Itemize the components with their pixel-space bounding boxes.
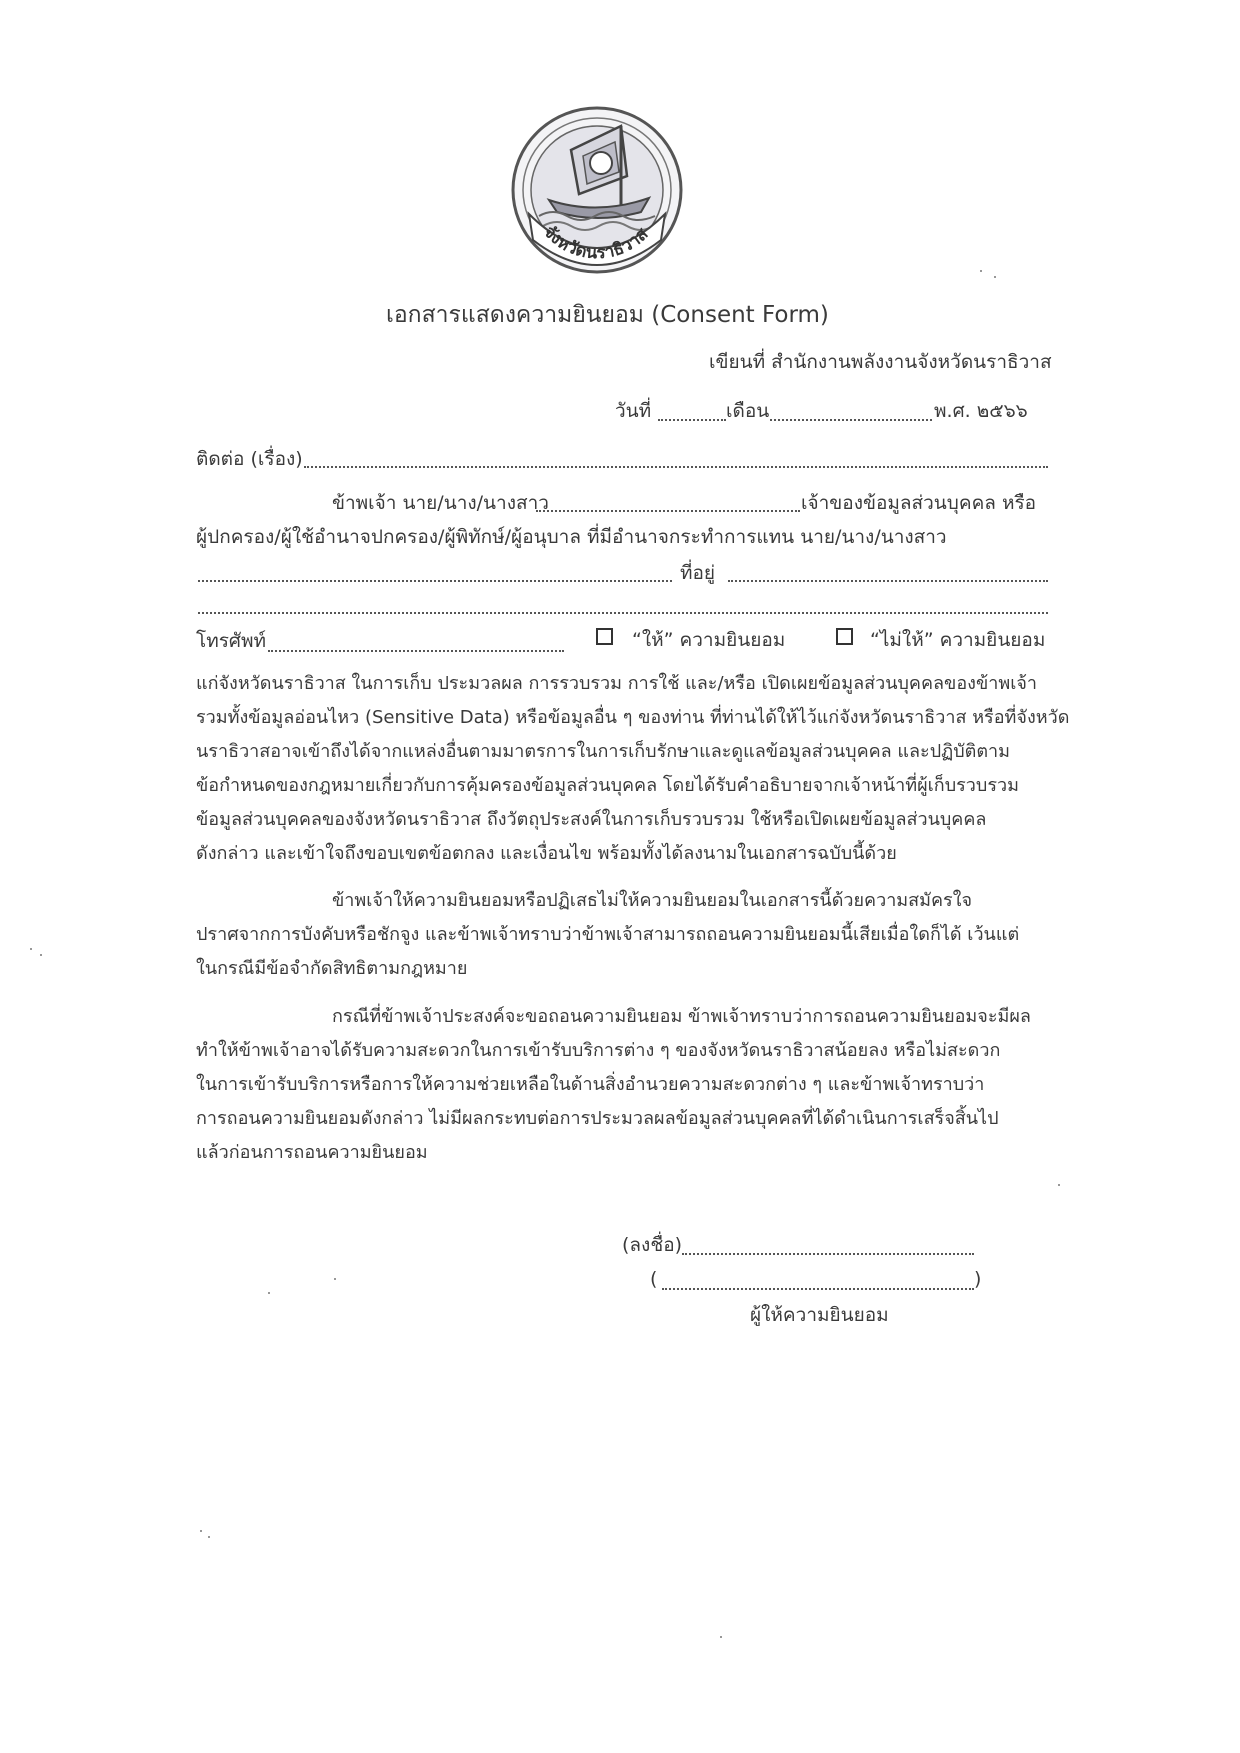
withdrawal-paragraph (196, 1000, 1051, 1170)
address-field[interactable] (728, 580, 1048, 582)
address-label: ที่อยู่ (680, 562, 716, 584)
paragraph-line: ดังกล่าว และเข้าใจถึงขอบเขตข้อตกลง และเงื่อนไข พร้อมทั้งได้ลงนามในเอกสารฉบับนี้ด้วย (196, 843, 897, 864)
represented-name-field[interactable] (198, 580, 672, 582)
phone-field[interactable] (268, 650, 564, 652)
address-field-line-2[interactable] (198, 612, 1048, 614)
contact-subject-field[interactable] (304, 466, 1048, 468)
give-consent-label: “ให้” ความยินยอม (632, 629, 786, 651)
date-month-label: เดือน (726, 400, 770, 422)
paragraph-line: ทำให้ข้าพเจ้าอาจได้รับความสะดวกในการเข้ารับบริการต่าง ๆ ของจังหวัดนราธิวาสน้อยลง หรือไม่สะดวก (196, 1040, 1001, 1061)
paragraph-line: แล้วก่อนการถอนความยินยอม (196, 1142, 428, 1163)
paragraph-line: นราธิวาสอาจเข้าถึงได้จากแหล่งอื่นตามมาตรการในการเก็บรักษาและดูแลข้อมูลส่วนบุคคล และปฏิบัติตาม (196, 741, 1011, 762)
guardian-text: ผู้ปกครอง/ผู้ใช้อำนาจปกครอง/ผู้พิทักษ์/ผู้อนุบาล ที่มีอำนาจกระทำการแทน นาย/นาง/นางสาว (196, 526, 947, 548)
printed-name-field[interactable] (662, 1288, 974, 1290)
signature-label: (ลงชื่อ) (622, 1234, 683, 1256)
paragraph-line: รวมทั้งข้อมูลอ่อนไหว (Sensitive Data) หรือข้อมูลอื่น ๆ ของท่าน ที่ท่านได้ให้ไว้แก่จังหวัดนราธิวาส หรือที่จังหวัด (196, 707, 1070, 728)
scan-speck (334, 1278, 336, 1280)
signature-open-paren: ( (650, 1268, 658, 1290)
written-at-text: เขียนที่ สำนักงานพลังงานจังหวัดนราธิวาส (709, 351, 1052, 373)
scan-speck (268, 1292, 270, 1294)
scan-speck (208, 1536, 210, 1538)
phone-label: โทรศัพท์ (196, 630, 267, 652)
scan-speck (980, 270, 982, 272)
scan-speck (994, 276, 996, 278)
scan-speck (40, 954, 42, 956)
scan-speck (720, 1636, 722, 1638)
paragraph-line: ในการเข้ารับบริการหรือการให้ความช่วยเหลือในด้านสิ่งอำนวยความสะดวกต่าง ๆ และข้าพเจ้าทราบว่า (196, 1074, 985, 1095)
paragraph-line: ข้อกำหนดของกฎหมายเกี่ยวกับการคุ้มครองข้อมูลส่วนบุคคล โดยได้รับคำอธิบายจากเจ้าหน้าที่ผู้เก็บรวบรวม (196, 775, 1019, 796)
data-owner-text: เจ้าของข้อมูลส่วนบุคคล หรือ (801, 492, 1037, 514)
paragraph-line: แก่จังหวัดนราธิวาส ในการเก็บ ประมวลผล การรวบรวม การใช้ และ/หรือ เปิดเผยข้อมูลส่วนบุคคลของข้าพเจ้า (196, 673, 1038, 694)
give-consent-checkbox[interactable] (596, 628, 613, 645)
paragraph-line: ข้อมูลส่วนบุคคลของจังหวัดนราธิวาส ถึงวัตถุประสงค์ในการเก็บรวบรวม ใช้หรือเปิดเผยข้อมูลส่วนบุคคล (196, 809, 987, 830)
paragraph-line: ข้าพเจ้าให้ความยินยอมหรือปฏิเสธไม่ให้ความยินยอมในเอกสารนี้ด้วยความสมัครใจ (332, 890, 973, 911)
declarant-name-field[interactable] (536, 510, 800, 512)
paragraph-line: กรณีที่ข้าพเจ้าประสงค์จะขอถอนความยินยอม ข้าพเจ้าทราบว่าการถอนความยินยอมจะมีผล (332, 1006, 1031, 1027)
consent-paragraph-1 (196, 667, 1070, 871)
scan-speck (1058, 1184, 1060, 1186)
signature-field[interactable] (682, 1253, 974, 1255)
date-month-field[interactable] (770, 419, 932, 421)
refuse-consent-label: “ไม่ให้” ความยินยอม (870, 629, 1046, 651)
refuse-consent-checkbox[interactable] (836, 628, 853, 645)
scan-speck (200, 1530, 202, 1532)
narathiwat-seal-logo (509, 104, 685, 276)
paragraph-line: ในกรณีมีข้อจำกัดสิทธิตามกฎหมาย (196, 958, 468, 979)
voluntary-consent-paragraph (196, 884, 1051, 986)
date-day-field[interactable] (658, 419, 726, 421)
date-year-label: พ.ศ. ๒๕๖๖ (934, 400, 1028, 422)
paragraph-line: การถอนความยินยอมดังกล่าว ไม่มีผลกระทบต่อการประมวลผลข้อมูลส่วนบุคคลที่ได้ดำเนินการเสร็จสิ้นไป (196, 1108, 999, 1129)
consenter-role-label: ผู้ให้ความยินยอม (750, 1304, 889, 1326)
document-title: เอกสารแสดงความยินยอม (Consent Form) (386, 302, 829, 328)
seal-text: จังหวัดนราธิวาส (539, 222, 653, 264)
paragraph-line: ปราศจากการบังคับหรือชักจูง และข้าพเจ้าทราบว่าข้าพเจ้าสามารถถอนความยินยอมนี้เสียเมื่อใดก็ได้ เว้นแต่ (196, 924, 1020, 945)
scan-speck (30, 948, 32, 950)
contact-subject-label: ติดต่อ (เรื่อง) (196, 448, 303, 470)
signature-close-paren: ) (974, 1268, 982, 1290)
declarant-name-prefix: ข้าพเจ้า นาย/นาง/นางสาว (332, 492, 549, 514)
date-day-label: วันที่ (615, 400, 652, 422)
